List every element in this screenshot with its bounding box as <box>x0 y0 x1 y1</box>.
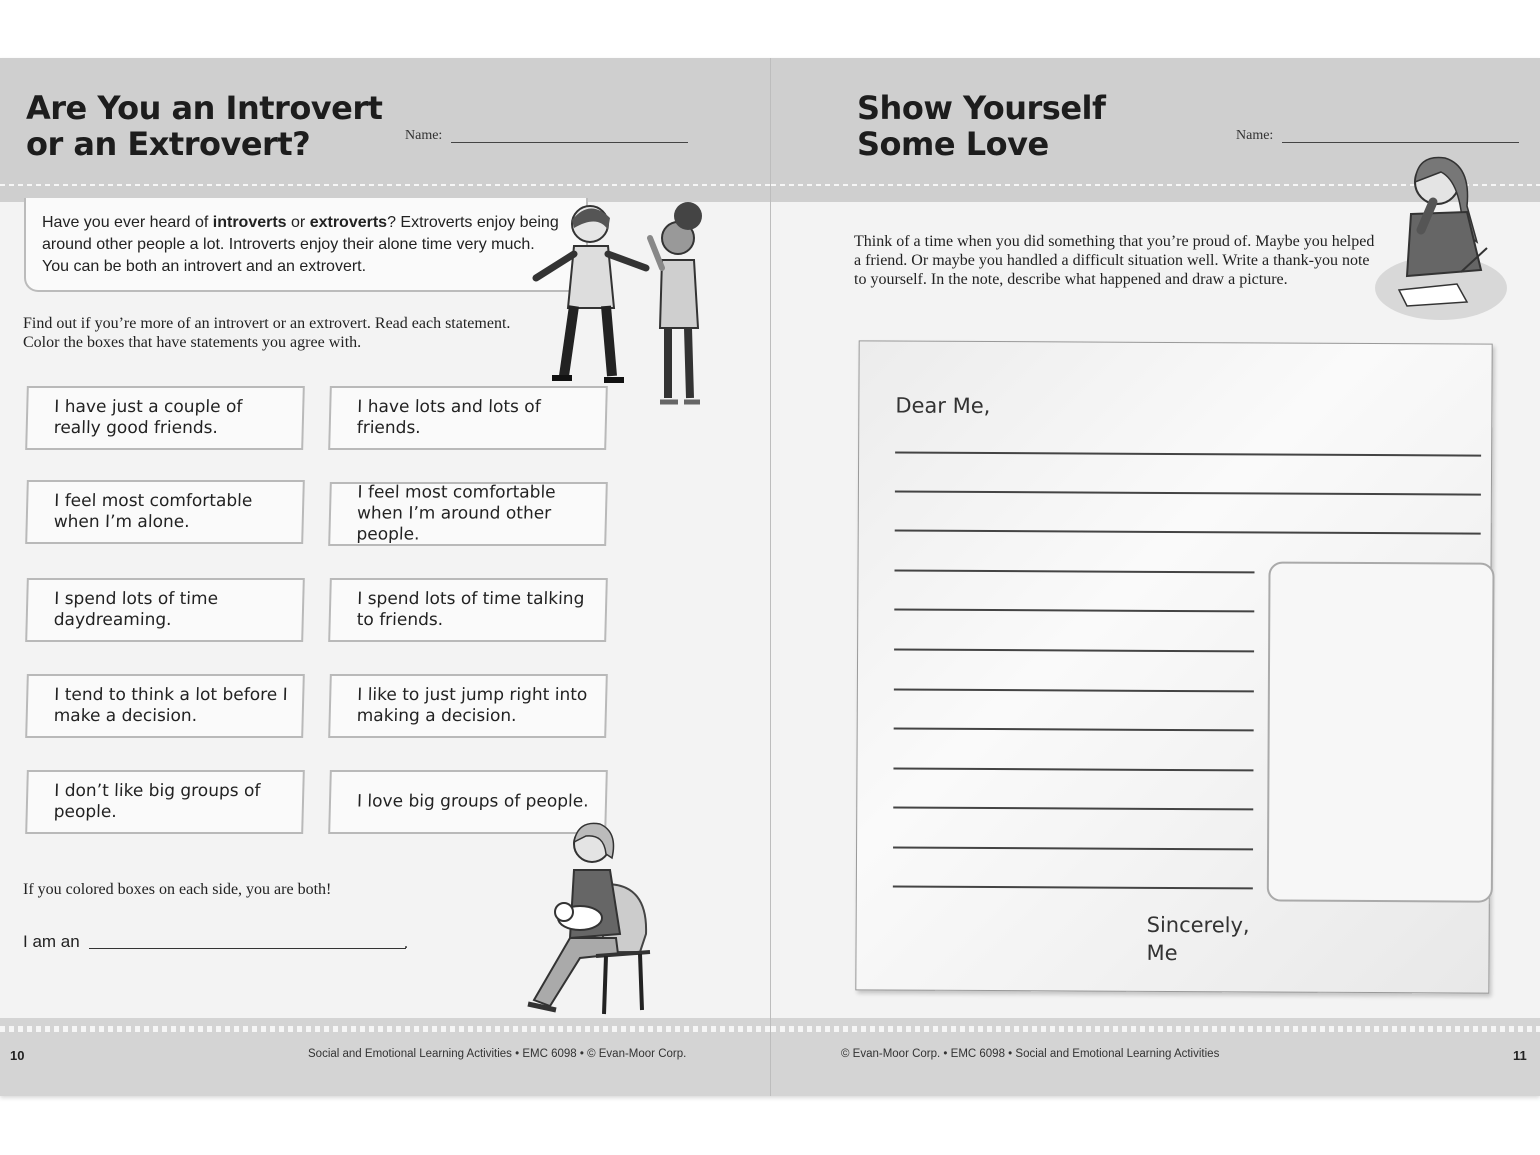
i-am-an-label: I am an <box>23 932 80 951</box>
statement-box-extrovert[interactable]: I like to just jump right into making a decision. <box>328 674 608 738</box>
footer-dot-border <box>771 1026 1540 1032</box>
two-kids-illustration <box>528 198 718 413</box>
closing: Sincerely, Me <box>1146 912 1250 966</box>
footer-dot-border <box>0 1026 770 1032</box>
girl-with-cat-illustration <box>520 814 660 1024</box>
name-field-line[interactable] <box>1282 142 1519 143</box>
intro-box <box>24 198 588 292</box>
left-page-title: Are You an Introvert or an Extrovert? <box>26 89 383 163</box>
name-label: Name: <box>1236 128 1274 143</box>
answer-period: . <box>404 935 408 952</box>
statement-box-introvert[interactable]: I have just a couple of really good friends. <box>25 386 305 450</box>
intro-text: Have you ever heard of introverts or extroverts? Extroverts enjoy being around other people a lot. Introverts enjoy their alone time very much. You can be both an introvert and an extrovert. <box>42 214 559 275</box>
footer-credit: Social and Emotional Learning Activities • EMC 6098 • © Evan-Moor Corp. <box>308 1048 687 1060</box>
writing-line[interactable] <box>894 570 1254 573</box>
right-page <box>770 58 1540 1096</box>
writing-line[interactable] <box>893 847 1253 850</box>
writing-line[interactable] <box>893 886 1253 889</box>
name-field-line[interactable] <box>451 142 688 143</box>
instructions-text: Think of a time when you did something that you’re proud of. Maybe you helped a friend. Or maybe you handled a difficult situation well. Write a thank-you note to yourself. In the note, describe what happened and draw a picture. <box>854 233 1375 288</box>
instructions-text: Find out if you’re more of an introvert or an extrovert. Read each statement. Color the boxes that have statements you agree with. <box>23 315 511 351</box>
both-note: If you colored boxes on each side, you are both! <box>23 881 332 898</box>
writing-line[interactable] <box>895 530 1481 535</box>
right-page-footer <box>771 1018 1540 1096</box>
greeting: Dear Me, <box>895 393 991 419</box>
statement-box-extrovert[interactable]: I feel most comfortable when I’m around other people. <box>328 482 608 546</box>
statement-box-introvert[interactable]: I don’t like big groups of people. <box>25 770 305 834</box>
writing-line[interactable] <box>894 689 1254 692</box>
statement-box-introvert[interactable]: I tend to think a lot before I make a decision. <box>25 674 305 738</box>
drawing-box[interactable] <box>1267 561 1495 902</box>
name-label: Name: <box>405 128 443 143</box>
thinking-girl-illustration <box>1371 152 1511 322</box>
statement-box-extrovert[interactable]: I love big groups of people. <box>328 770 608 834</box>
writing-line[interactable] <box>895 452 1481 457</box>
right-page-title: Show Yourself Some Love <box>857 89 1106 163</box>
statement-box-extrovert[interactable]: I have lots and lots of friends. <box>328 386 608 450</box>
statement-box-introvert[interactable]: I feel most comfortable when I’m alone. <box>25 480 305 544</box>
statement-box-introvert[interactable]: I spend lots of time daydreaming. <box>25 578 305 642</box>
left-page-footer <box>0 1018 770 1096</box>
statement-box-extrovert[interactable]: I spend lots of time talking to friends. <box>328 578 608 642</box>
writing-line[interactable] <box>893 768 1253 771</box>
footer-credit: © Evan-Moor Corp. • EMC 6098 • Social and Emotional Learning Activities <box>841 1048 1220 1060</box>
thank-you-note-card <box>855 340 1492 993</box>
writing-line[interactable] <box>893 807 1253 810</box>
answer-line[interactable] <box>89 948 406 949</box>
writing-line[interactable] <box>894 609 1254 612</box>
page-number: 10 <box>10 1048 25 1063</box>
writing-line[interactable] <box>894 728 1254 731</box>
writing-line[interactable] <box>894 649 1254 652</box>
writing-line[interactable] <box>895 491 1481 496</box>
page-number: 11 <box>1513 1048 1527 1063</box>
book-spread <box>0 58 1540 1096</box>
left-page <box>0 58 770 1096</box>
left-page-header <box>0 58 770 186</box>
